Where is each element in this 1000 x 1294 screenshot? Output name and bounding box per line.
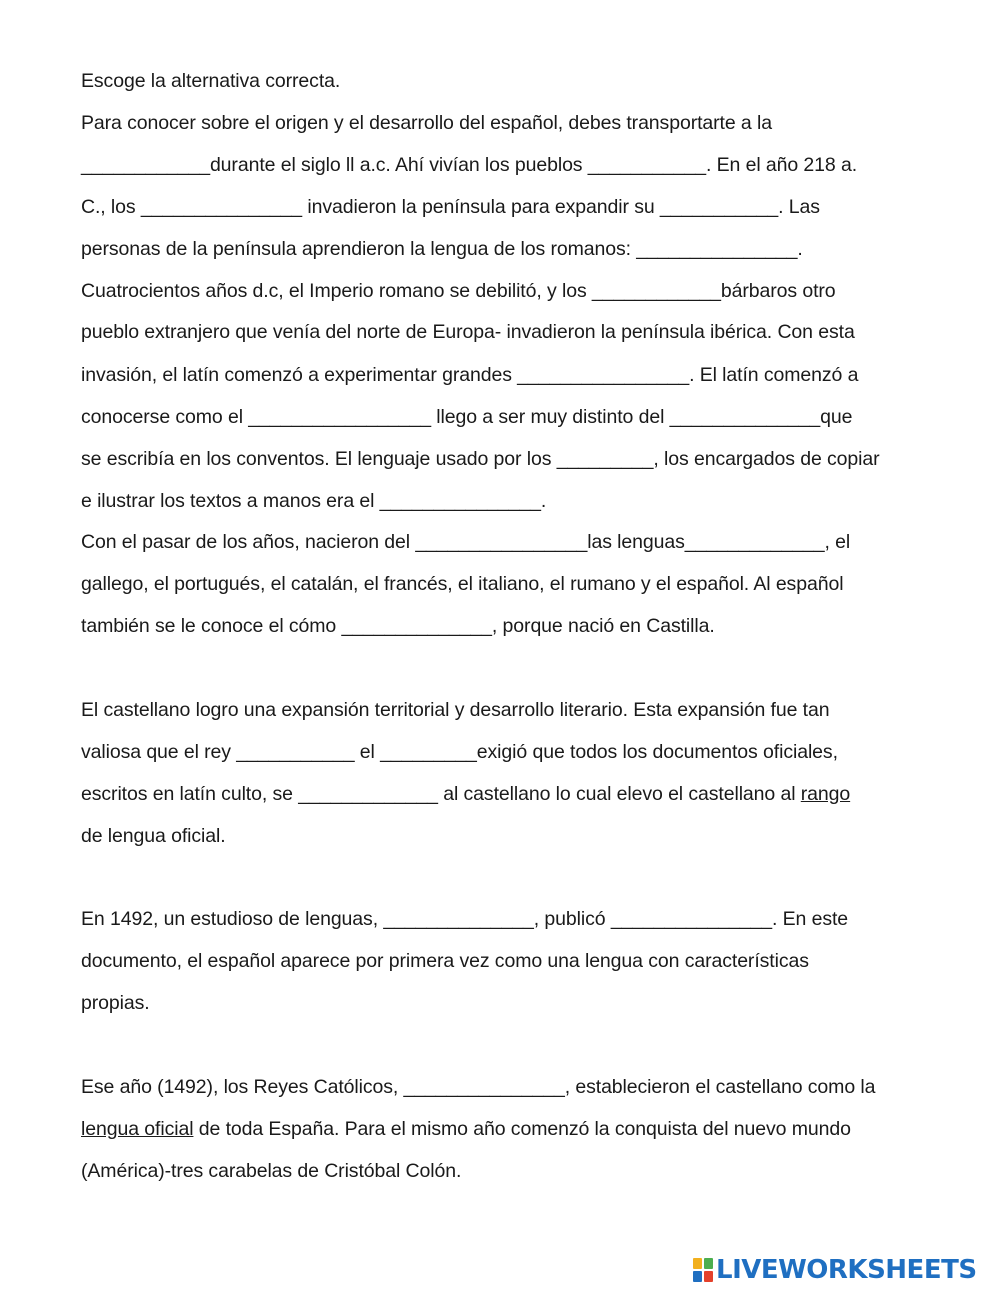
liveworksheets-logo[interactable] [693,1257,977,1283]
text-line-16 [81,782,850,806]
liveworksheets-icon [693,1258,713,1282]
text-line-11: Con el pasar de los años, nacieron del ________________las lenguas_____________, el [81,531,851,553]
logo-square-blue [693,1271,702,1282]
text-line-4: personas de la península aprendieron la lengua de los romanos: _______________. [81,238,803,260]
text-line-18: En 1492, un estudioso de lenguas, ______________, publicó _______________. En este [81,908,849,930]
text-line-22 [81,1117,851,1141]
instruction: Escoge la alternativa correcta. [81,70,341,92]
underlined-phrase-lengua-oficial: lengua oficial [81,1118,194,1140]
logo-square-yellow [693,1258,702,1269]
text-line-17: de lengua oficial. [81,825,226,847]
text-line-9: se escribía en los conventos. El lenguaje usado por los _________, los encargados de copiar [81,448,880,470]
text-line-10: e ilustrar los textos a manos era el _______________. [81,490,547,512]
text-line-21: Ese año (1492), los Reyes Católicos, _______________, establecieron el castellano como la [81,1076,876,1098]
text-line-22-rest: de toda España. Para el mismo año comenzó la conquista del nuevo mundo [193,1118,851,1140]
text-line-8: conocerse como el _________________ llego a ser muy distinto del ______________que [81,406,853,428]
text-line-12: gallego, el portugués, el catalán, el francés, el italiano, el rumano y el español. Al español [81,573,844,595]
logo-square-red [704,1271,713,1282]
text-line-16-main: escritos en latín culto, se _____________ al castellano lo cual elevo el castellano al [81,783,801,805]
text-line-3: C., los _______________ invadieron la península para expandir su ___________. Las [81,196,820,218]
text-line-23: (América)-tres carabelas de Cristóbal Colón. [81,1160,462,1182]
text-line-20: propias. [81,992,150,1014]
text-line-19: documento, el español aparece por primera vez como una lengua con características [81,950,809,972]
logo-text: LIVEWORKSHEETS [716,1255,977,1285]
text-line-6: pueblo extranjero que venía del norte de Europa- invadieron la península ibérica. Con esta [81,321,855,343]
text-line-13: también se le conoce el cómo ______________, porque nació en Castilla. [81,615,715,637]
underlined-word-rango: rango [800,783,851,805]
text-line-15: valiosa que el rey ___________ el _________exigió que todos los documentos oficiales, [81,741,838,763]
logo-square-green [704,1258,713,1269]
text-line-7: invasión, el latín comenzó a experimentar grandes ________________. El latín comenzó a [81,364,859,386]
text-line-1: Para conocer sobre el origen y el desarrollo del español, debes transportarte a la [81,112,772,134]
text-line-2: ____________durante el siglo ll a.c. Ahí vivían los pueblos ___________. En el año 218 a. [81,154,858,176]
text-line-5: Cuatrocientos años d.c, el Imperio romano se debilitó, y los ____________bárbaros otro [81,280,836,302]
text-line-14: El castellano logro una expansión territorial y desarrollo literario. Esta expansión fue tan [81,699,830,721]
